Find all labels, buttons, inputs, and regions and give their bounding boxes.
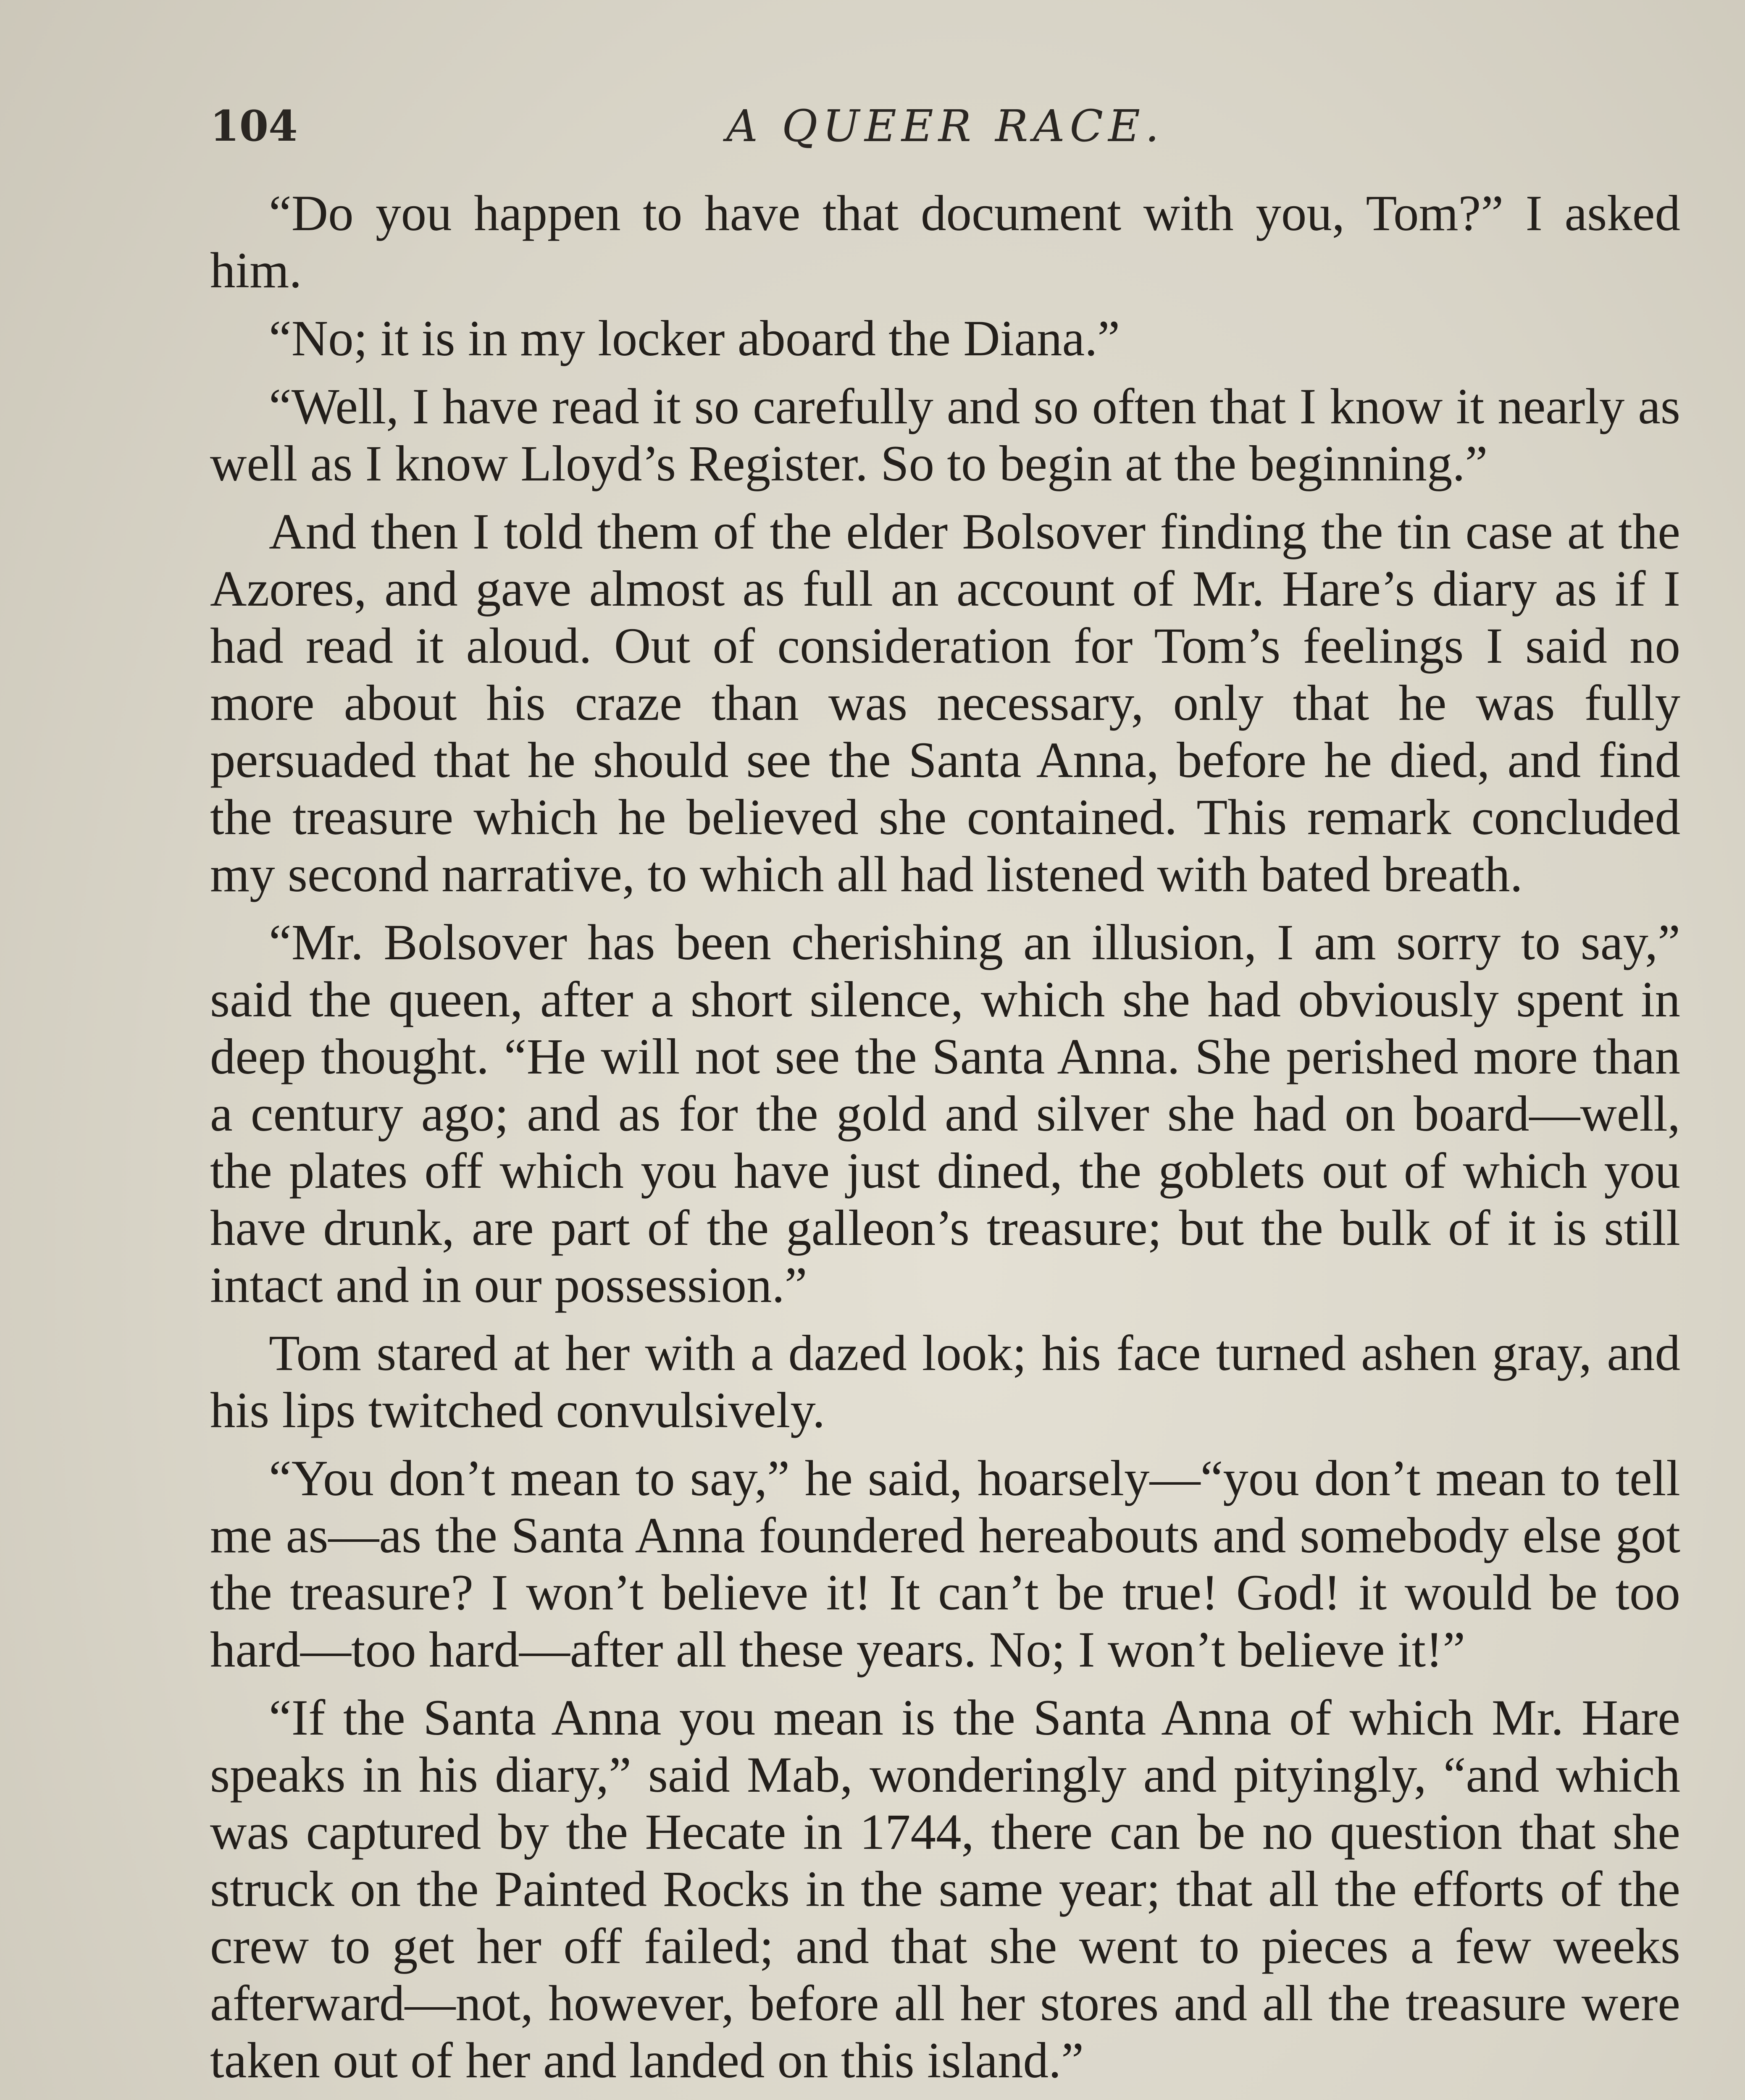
paragraph: “Do you happen to have that document with you, Tom?” I asked him. [210,185,1680,299]
paragraph: “You don’t mean to say,” he said, hoarsely—“you don’t mean to tell me as—as the Santa Anna foundered hereabouts and somebody else got the treasure? I won’t believe it! It can’t be true! God! it would be too hard—too hard—after all these years. No; I won’t believe it!” [210,1450,1680,1678]
body-text [210,185,1680,2100]
page-header [210,99,1680,153]
page-number: 104 [210,101,298,151]
paragraph: “No; it is in my locker aboard the Diana.” [269,310,1120,367]
paragraph: “If the Santa Anna you mean is the Santa Anna of which Mr. Hare speaks in his diary,” said Mab, wonderingly and pityingly, “and which was captured by the Hecate in 1744, there can be no question that she struck on the Painted Rocks in the same year; that all the efforts of the crew to get her off failed; and that she went to pieces a few weeks afterward—not, however, before all her stores and all the treasure were taken out of her and landed on this island.” [210,1690,1680,2089]
paragraph: “Mr. Bolsover has been cherishing an illusion, I am sorry to say,” said the queen, after a short silence, which she had obviously spent in deep thought. “He will not see the Santa Anna. She perished more than a century ago; and as for the gold and silver she had on board—well, the plates off which you have just dined, the goblets out of which you have drunk, are part of the galleon’s treasure; but the bulk of it is still intact and in our possession.” [210,914,1680,1313]
running-title: A QUEER RACE. [726,100,1164,152]
paragraph: And then I told them of the elder Bolsover finding the tin case at the Azores, and gave almost as full an account of Mr. Hare’s diary as if I had read it aloud. Out of consideration for Tom’s feelings I said no more about his craze than was necessary, only that he was fully persuaded that he should see the Santa Anna, before he died, and find the treasure which he believed she contained. This remark concluded my second narrative, to which all had listened with bated breath. [210,504,1680,903]
paragraph: “Well, I have read it so carefully and so often that I know it nearly as well as I know Lloyd’s Register. So to begin at the beginning.” [210,378,1680,492]
paragraph: Tom stared at her with a dazed look; his face turned ashen gray, and his lips twitched convulsively. [210,1325,1680,1438]
